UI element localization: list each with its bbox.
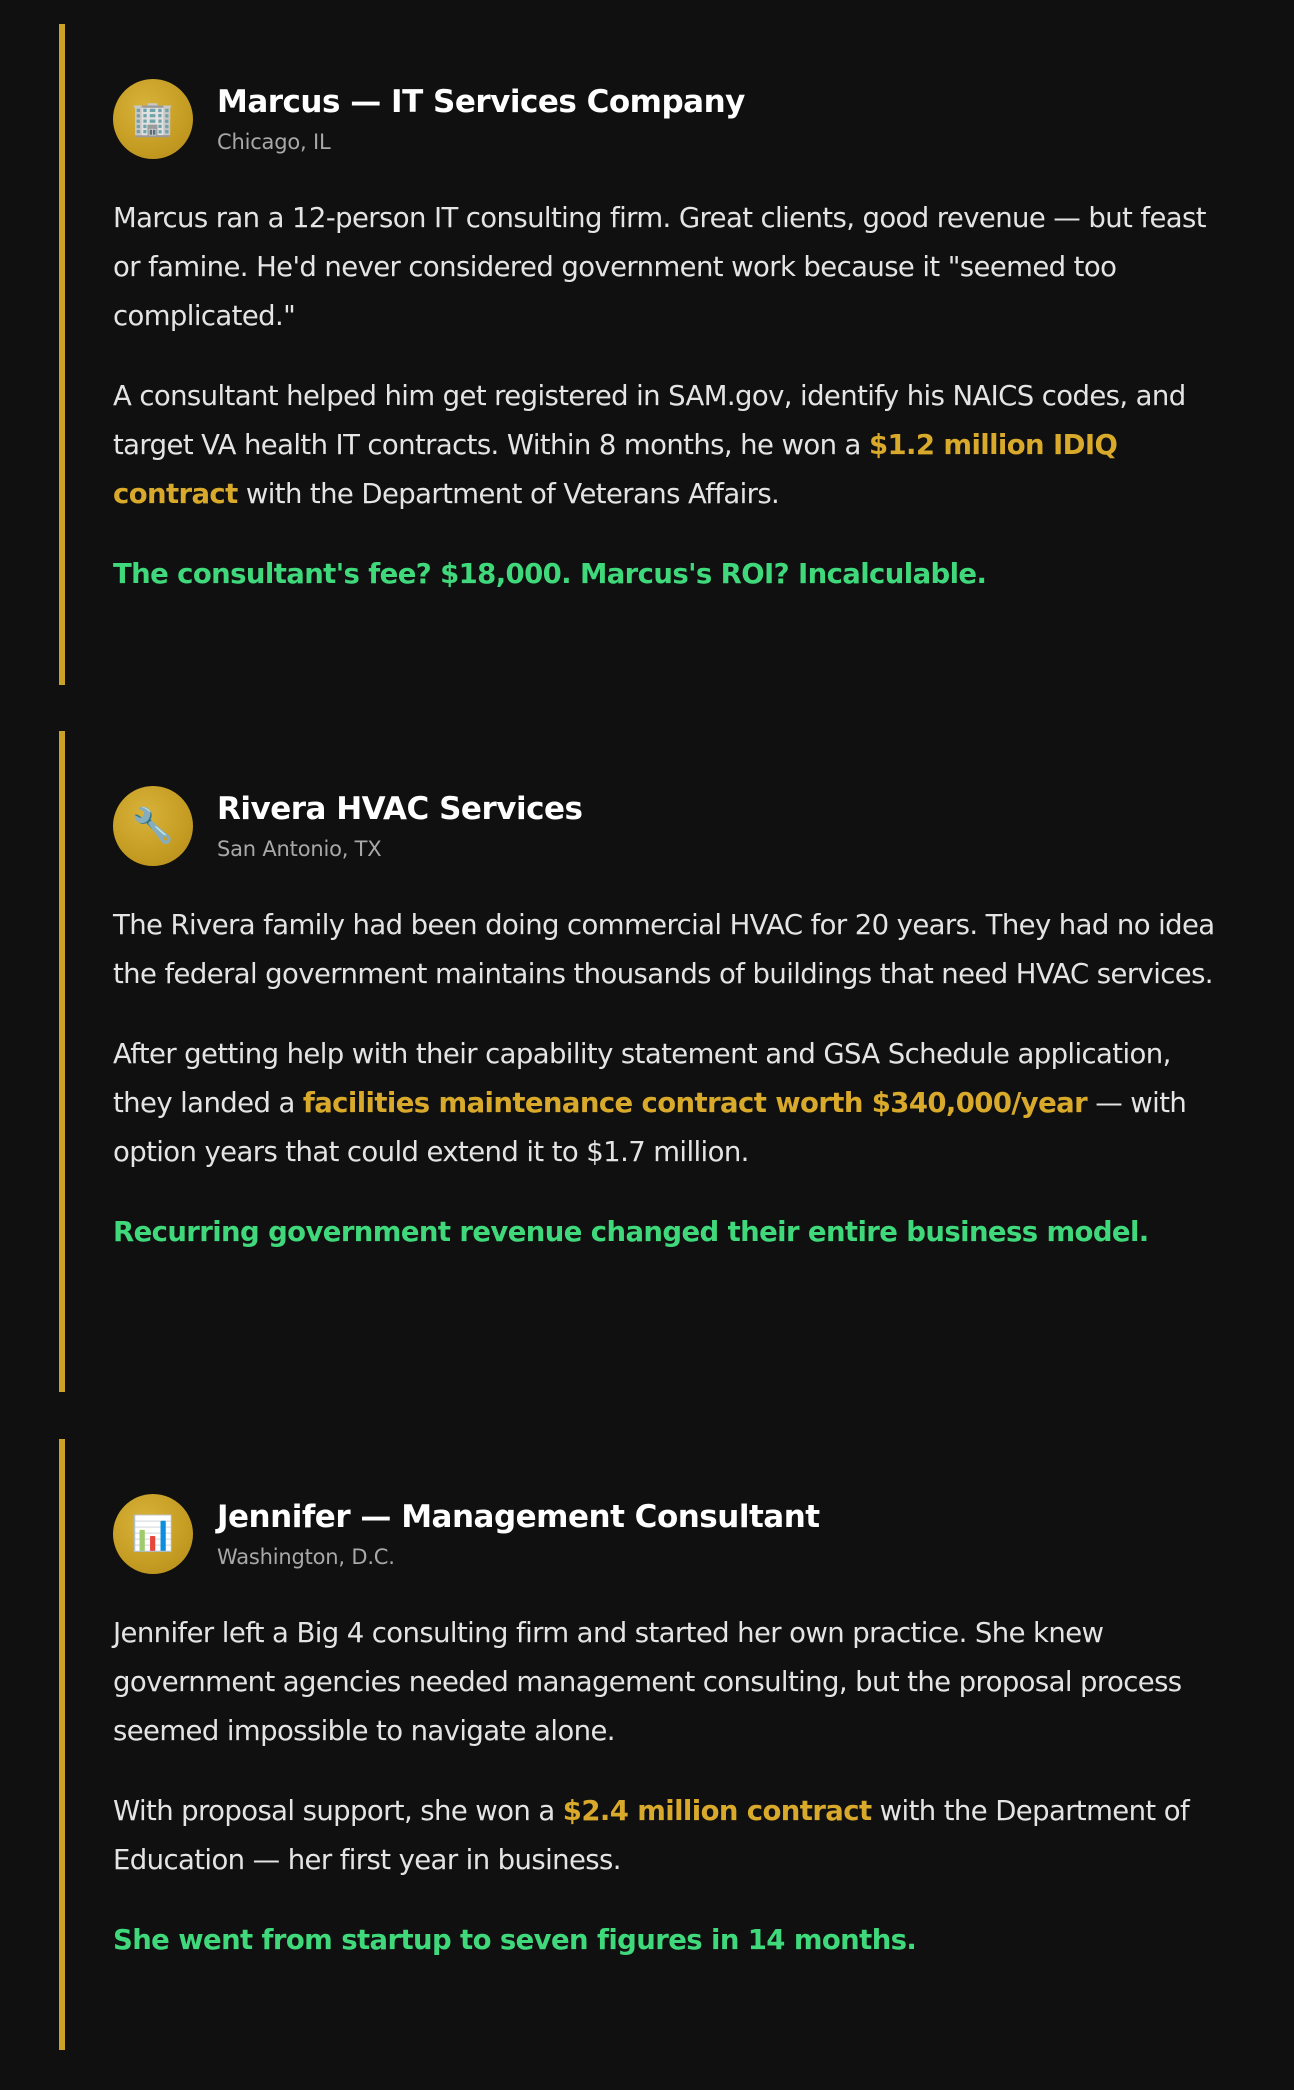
contract-highlight: $1.2 million IDIQ contract bbox=[113, 429, 1118, 510]
avatar-glyph: 📊 bbox=[131, 1514, 175, 1554]
wrench-icon bbox=[113, 786, 193, 866]
story-paragraph-result bbox=[113, 372, 1223, 519]
story-paragraph-intro: The Rivera family had been doing commercial HVAC for 20 years. They had no idea the federal government maintains thousands of buildings that need HVAC services. bbox=[113, 909, 1215, 990]
story-card-marcus bbox=[59, 24, 1234, 685]
story-header bbox=[113, 1494, 820, 1574]
avatar-glyph: 🏢 bbox=[131, 99, 175, 139]
story-paragraph-result bbox=[113, 1787, 1223, 1885]
result-text-before: After getting help with their capability statement and GSA Schedule application, they landed a bbox=[113, 1038, 1171, 1119]
story-paragraph-result bbox=[113, 1030, 1223, 1177]
avatar-glyph: 🔧 bbox=[131, 806, 175, 846]
story-body bbox=[113, 1609, 1223, 1965]
story-titles bbox=[217, 789, 582, 863]
story-name: Rivera HVAC Services bbox=[217, 791, 583, 827]
story-outcome: Recurring government revenue changed their entire business model. bbox=[113, 1216, 1149, 1248]
story-header bbox=[113, 786, 582, 866]
result-text-after: with the Department of Education — her first year in business. bbox=[113, 1795, 1190, 1876]
story-card-jennifer bbox=[59, 1439, 1234, 2050]
story-name: Marcus — IT Services Company bbox=[217, 84, 745, 120]
contract-highlight: facilities maintenance contract worth $340,000/year bbox=[302, 1087, 1088, 1119]
result-text-before: A consultant helped him get registered in SAM.gov, identify his NAICS codes, and target VA health IT contracts. Within 8 months, he won a bbox=[113, 380, 1186, 461]
story-card-rivera bbox=[59, 731, 1234, 1392]
result-text-after: — with option years that could extend it to $1.7 million. bbox=[113, 1087, 1187, 1168]
story-titles bbox=[217, 1497, 820, 1571]
bar-chart-icon bbox=[113, 1494, 193, 1574]
story-location: Chicago, IL bbox=[217, 130, 331, 154]
story-titles bbox=[217, 82, 745, 156]
story-name: Jennifer — Management Consultant bbox=[217, 1499, 820, 1535]
story-location: Washington, D.C. bbox=[217, 1545, 395, 1569]
story-body bbox=[113, 194, 1223, 599]
story-outcome: She went from startup to seven figures in 14 months. bbox=[113, 1924, 917, 1956]
result-text-before: With proposal support, she won a bbox=[113, 1795, 563, 1827]
story-header bbox=[113, 79, 745, 159]
story-paragraph-intro: Marcus ran a 12-person IT consulting firm. Great clients, good revenue — but feast or famine. He'd never considered government work because it "seemed too complicated." bbox=[113, 202, 1206, 332]
result-text-after: with the Department of Veterans Affairs. bbox=[237, 478, 780, 510]
story-body bbox=[113, 901, 1223, 1257]
office-building-icon bbox=[113, 79, 193, 159]
contract-highlight: $2.4 million contract bbox=[562, 1795, 872, 1827]
story-outcome: The consultant's fee? $18,000. Marcus's ROI? Incalculable. bbox=[113, 558, 987, 590]
story-paragraph-intro: Jennifer left a Big 4 consulting firm and started her own practice. She knew government agencies needed management consulting, but the proposal process seemed impossible to navigate alone. bbox=[113, 1617, 1182, 1747]
story-location: San Antonio, TX bbox=[217, 837, 382, 861]
